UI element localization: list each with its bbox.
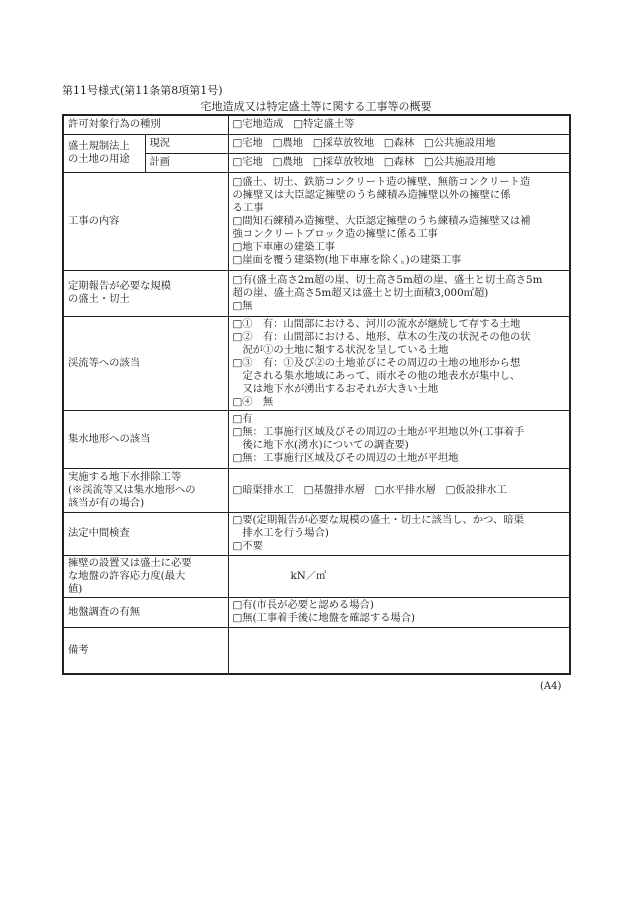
stream-text: 又は地下水が湧出するおそれが大きい土地: [242, 382, 439, 395]
bearing-capacity-unit: kN／㎡: [290, 569, 327, 582]
ground-survey-options: [228, 597, 570, 627]
checkbox-work-underground-garage[interactable]: □地下車庫の建築工事: [232, 240, 335, 253]
checkbox-work-cliff-building[interactable]: □崖面を覆う建築物(地下車庫を除く。)の建築工事: [232, 253, 462, 266]
checkbox-work-fill-cut[interactable]: □盛土、切土、鉄筋コンクリート造の擁壁、無筋コンクリート造: [232, 175, 531, 188]
checkbox-specified-fill[interactable]: □特定盛土等: [293, 118, 355, 131]
drainage-options: [228, 468, 570, 512]
remarks-field[interactable]: [228, 627, 570, 674]
checkbox-stream-4[interactable]: □④ 無: [232, 395, 274, 408]
checkbox-inspection-not-required[interactable]: □不要: [232, 540, 263, 552]
row-bearing-capacity: [63, 555, 570, 597]
checkbox-residential-development[interactable]: □宅地造成: [232, 118, 284, 131]
checkbox-plan-public[interactable]: □公共施設用地: [424, 156, 496, 168]
bearing-capacity-field[interactable]: [228, 555, 570, 597]
checkbox-current-residential[interactable]: □宅地: [232, 137, 263, 149]
work-content-options: [228, 172, 570, 270]
periodic-report-label: 定期報告が必要な規模 の盛土・切土: [63, 270, 228, 316]
row-work-content: [63, 172, 570, 270]
stream-text: 定される集水地域にあって、雨水その他の地表水が集中し、: [242, 369, 521, 382]
work-content-text: 強コンクリートブロック造の擁壁に係る工事: [232, 227, 438, 240]
land-use-current-label: 現況: [145, 134, 228, 153]
row-stream: [63, 316, 570, 410]
bearing-capacity-label: 擁壁の設置又は盛土に必要 な地盤の許容応力度(最大 値): [63, 555, 228, 597]
checkbox-catchment-no-nonflat[interactable]: □無：工事施行区域及びその周辺の土地が平坦地以外(工事着手: [232, 426, 525, 438]
ground-survey-label: 地盤調査の有無: [63, 597, 228, 627]
checkbox-stream-3[interactable]: □③ 有：①及び②の土地並びにその周辺の土地の地形から想: [232, 356, 521, 369]
checkbox-periodic-report-yes[interactable]: □有(盛土高さ2m超の崖、切土高さ5m超の崖、盛土と切土高さ5m: [232, 273, 543, 286]
row-ground-survey: [63, 597, 570, 627]
row-land-use-current: [63, 134, 570, 153]
checkbox-culvert-drain[interactable]: □暗渠排水工: [232, 483, 294, 496]
checkbox-plan-farmland[interactable]: □農地: [272, 156, 303, 168]
periodic-report-options: [228, 270, 570, 316]
checkbox-current-pasture[interactable]: □採草放牧地: [312, 137, 375, 149]
land-use-current-options: [228, 134, 570, 153]
checkbox-survey-no[interactable]: □無(工事着手後に地盤を確認する場合): [232, 612, 416, 624]
remarks-label: 備考: [63, 627, 228, 674]
checkbox-temporary-drain[interactable]: □仮設排水工: [445, 483, 507, 496]
work-content-label: 工事の内容: [63, 172, 228, 270]
catchment-options: [228, 410, 570, 468]
permit-type-options: [228, 115, 570, 134]
row-permit-type: [63, 115, 570, 134]
permit-type-label: 許可対象行為の種別: [63, 115, 228, 134]
work-content-text: の擁壁又は大臣認定擁壁のうち練積み造擁壁以外の擁壁に係: [232, 188, 511, 201]
form-title: 宅地造成又は特定盛土等に関する工事等の概要: [200, 100, 432, 113]
interim-inspection-label: 法定中間検査: [63, 512, 228, 555]
interim-inspection-options: [228, 512, 570, 555]
checkbox-horizontal-drain-layer[interactable]: □水平排水層: [374, 483, 436, 496]
drainage-label: 実施する地下水排除工等 (※渓流等又は集水地形への 該当が有の場合): [63, 468, 228, 512]
interim-inspection-text: 排水工を行う場合): [242, 527, 329, 539]
land-use-plan-options: [228, 153, 570, 172]
row-catchment: [63, 410, 570, 468]
checkbox-work-masonry-wall[interactable]: □間知石練積み造擁壁、大臣認定擁壁のうち練積み造擁壁又は補: [232, 214, 531, 227]
checkbox-current-public[interactable]: □公共施設用地: [424, 137, 496, 149]
checkbox-survey-yes[interactable]: □有(市長が必要と認める場合): [232, 599, 374, 611]
checkbox-inspection-required[interactable]: □要(定期報告が必要な規模の盛土・切土に該当し、かつ、暗渠: [232, 514, 524, 526]
checkbox-current-forest[interactable]: □森林: [383, 137, 415, 149]
land-use-label: 盛土規制法上 の土地の用途: [63, 134, 145, 172]
checkbox-catchment-yes[interactable]: □有: [232, 413, 253, 425]
checkbox-plan-pasture[interactable]: □採草放牧地: [312, 156, 375, 168]
land-use-plan-label: 計画: [145, 153, 228, 172]
checkbox-catchment-no-flat[interactable]: □無：工事施行区域及びその周辺の土地が平坦地: [232, 452, 459, 464]
stream-text: 況が①の土地に類する状況を呈している土地: [242, 343, 449, 356]
checkbox-periodic-report-no[interactable]: □無: [232, 299, 253, 312]
overview-form-table: [62, 114, 571, 675]
periodic-report-text: 超の崖、盛土高さ5m超又は盛土と切土面積3,000㎡超): [232, 286, 489, 299]
checkbox-base-drain-layer[interactable]: □基盤排水層: [303, 483, 365, 496]
paper-size-note: (A4): [540, 681, 562, 692]
checkbox-current-farmland[interactable]: □農地: [272, 137, 303, 149]
form-number: 第11号様式(第11条第8項第1号): [62, 84, 223, 97]
row-interim-inspection: [63, 512, 570, 555]
work-content-text: る工事: [232, 201, 264, 214]
row-drainage: [63, 468, 570, 512]
catchment-label: 集水地形への該当: [63, 410, 228, 468]
row-periodic-report: [63, 270, 570, 316]
checkbox-plan-forest[interactable]: □森林: [383, 156, 415, 168]
checkbox-stream-2[interactable]: □② 有：山間部における、地形、草木の生茂の状況その他の状: [232, 330, 531, 343]
row-remarks: [63, 627, 570, 674]
checkbox-stream-1[interactable]: □① 有：山間部における、河川の流水が継続して存する土地: [232, 317, 521, 330]
stream-options: [228, 316, 570, 410]
checkbox-plan-residential[interactable]: □宅地: [232, 156, 263, 168]
stream-label: 渓流等への該当: [63, 316, 228, 410]
catchment-text: 後に地下水(湧水)についての調査要): [242, 439, 409, 451]
